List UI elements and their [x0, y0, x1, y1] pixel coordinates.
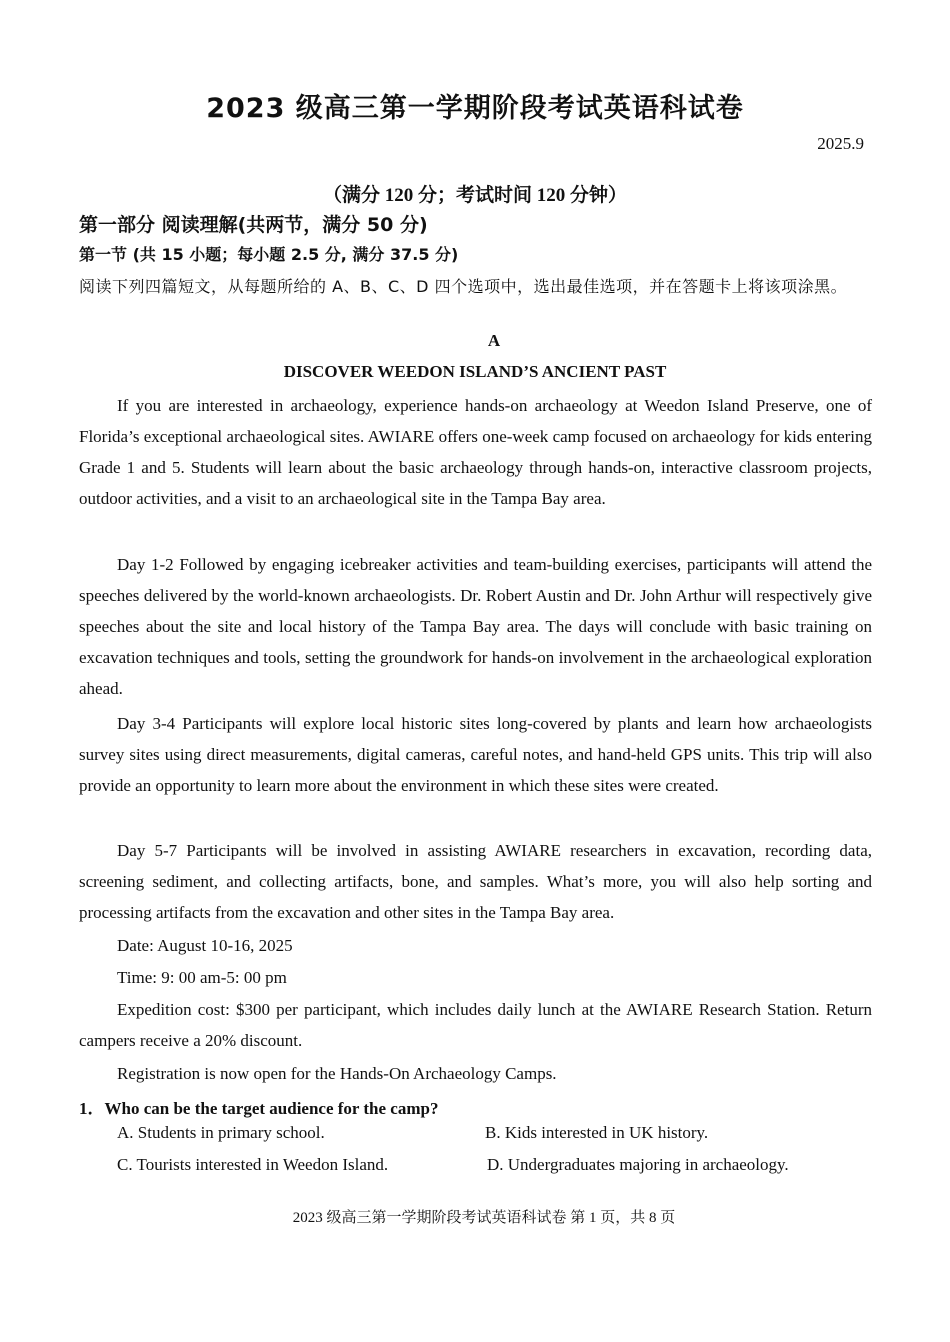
camp-date: Date: August 10-16, 2025 [117, 936, 293, 955]
full-score-line: （满分 120 分；考试时间 120 分钟） [322, 185, 627, 206]
passage-paragraph: Day 1-2 Followed by engaging icebreaker activities and team-building exercises, participants will attend the speeches delivered by the world-known archaeologists. Dr. Robert Austin and Dr. John Arthur will respectively give speeches about the site and local history of the Tampa Bay area. The days will conclude with basic training on excavation techniques and tools, setting the groundwork for hands-on involvement in the archaeological exploration ahead. [79, 555, 872, 698]
exam-title: 2023 级高三第一学期阶段考试英语科试卷 [206, 93, 744, 124]
part-title: 第一部分 阅读理解(共两节，满分 50 分) [79, 214, 428, 236]
option-c: C. Tourists interested in Weedon Island. [117, 1155, 389, 1174]
instructions: 阅读下列四篇短文，从每题所给的 A、B、C、D 四个选项中，选出最佳选项，并在答题卡上将该项涂黑。 [79, 277, 848, 296]
registration-note: Registration is now open for the Hands-On Archaeology Camps. [117, 1064, 557, 1083]
option-d: D. Undergraduates majoring in archaeology. [487, 1155, 789, 1174]
question-stem: 1．Who can be the target audience for the camp? [79, 1099, 439, 1118]
option-b: B. Kids interested in UK history. [485, 1123, 709, 1142]
option-a: A. Students in primary school. [117, 1123, 325, 1142]
passage-paragraph: If you are interested in archaeology, experience hands-on archaeology at Weedon Island Preserve, one of Florida’s exceptional archaeological sites. AWIARE offers one-week camp focused on archaeology for kids entering Grade 1 and 5. Students will learn about the basic archaeology through hands-on, interactive classroom projects, outdoor activities, and a visit to an archaeological site in the Tampa Bay area. [79, 396, 872, 508]
passage-label: A [487, 331, 501, 350]
page-footer: 2023 级高三第一学期阶段考试英语科试卷 第 1 页，共 8 页 [292, 1210, 676, 1226]
passage-paragraph: Day 3-4 Participants will explore local historic sites long-covered by plants and learn how archaeologists survey sites using direct measurements, digital cameras, careful notes, and hand-held GPS units. This trip will also provide an opportunity to learn more about the environment in which these sites were created. [79, 714, 872, 795]
passage-paragraph: Day 5-7 Participants will be involved in assisting AWIARE researchers in excavation, recording data, screening sediment, and collecting artifacts, bone, and samples. What’s more, you will also help sorting and processing artifacts from the excavation and other sites in the Tampa Bay area. [79, 841, 872, 922]
exam-date: 2025.9 [817, 134, 864, 153]
section-title: 第一节 (共 15 小题；每小题 2.5 分, 满分 37.5 分) [79, 245, 459, 264]
camp-time: Time: 9: 00 am-5: 00 pm [117, 968, 287, 987]
passage-title: DISCOVER WEEDON ISLAND’S ANCIENT PAST [283, 362, 667, 381]
camp-cost: Expedition cost: $300 per participant, which includes daily lunch at the AWIARE Research Station. Return campers receive a 20% discount. [79, 1000, 872, 1050]
